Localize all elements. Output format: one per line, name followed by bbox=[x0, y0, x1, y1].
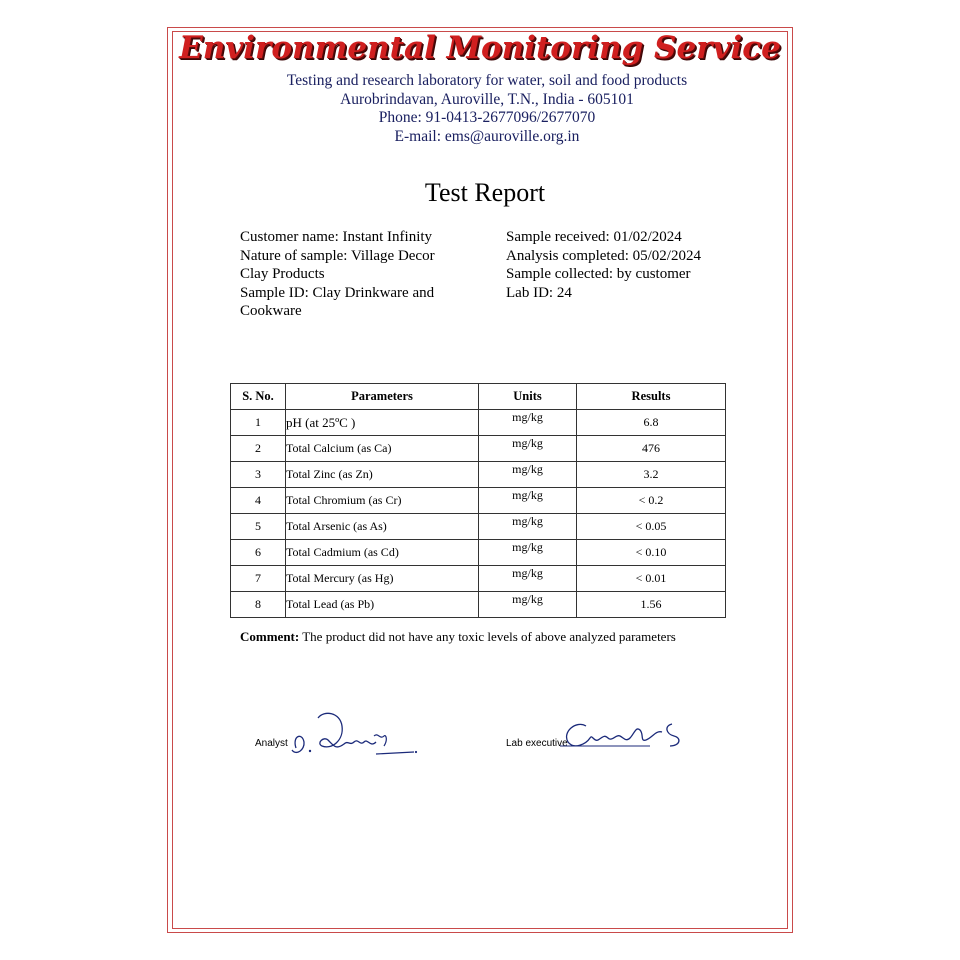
table-row bbox=[231, 410, 726, 436]
cell-sno: 4 bbox=[231, 488, 286, 514]
results-table bbox=[230, 383, 726, 618]
cell-result: < 0.05 bbox=[577, 514, 726, 540]
sample-id-line1: Sample ID: Clay Drinkware and bbox=[240, 284, 435, 301]
lab-tagline: Testing and research laboratory for water, soil and food products bbox=[286, 72, 688, 89]
lab-phone: Phone: 91-0413-2677096/2677070 bbox=[378, 109, 596, 126]
table-row bbox=[231, 540, 726, 566]
cell-sno: 6 bbox=[231, 540, 286, 566]
table-row bbox=[231, 488, 726, 514]
sample-nature-line2: Clay Products bbox=[240, 266, 325, 282]
lab-executive-label: Lab executive bbox=[506, 738, 568, 749]
table-row bbox=[231, 566, 726, 592]
cell-sno: 5 bbox=[231, 514, 286, 540]
cell-parameter: Total Calcium (as Ca) bbox=[286, 436, 479, 462]
table-row bbox=[231, 462, 726, 488]
sample-meta-right bbox=[506, 228, 746, 302]
sample-id-line2: Cookware bbox=[240, 303, 302, 319]
cell-parameter: Total Arsenic (as As) bbox=[286, 514, 479, 540]
lab-id: Lab ID: 24 bbox=[506, 284, 572, 301]
cell-parameter: Total Mercury (as Hg) bbox=[286, 566, 479, 592]
lab-address: Aurobrindavan, Auroville, T.N., India - 605101 bbox=[340, 90, 634, 108]
cell-unit: mg/kg bbox=[479, 566, 577, 592]
cell-unit: mg/kg bbox=[479, 540, 577, 566]
header-sno: S. No. bbox=[231, 384, 286, 410]
sample-nature-line1: Nature of sample: Village Decor bbox=[240, 247, 435, 264]
cell-unit: mg/kg bbox=[479, 488, 577, 514]
cell-result: 3.2 bbox=[577, 462, 726, 488]
header-units: Units bbox=[479, 384, 577, 410]
table-row bbox=[231, 514, 726, 540]
cell-result: 1.56 bbox=[577, 592, 726, 618]
analyst-label: Analyst bbox=[255, 738, 288, 749]
lab-contact-block bbox=[172, 72, 802, 146]
customer-name: Customer name: Instant Infinity bbox=[240, 229, 433, 245]
cell-result: < 0.2 bbox=[577, 488, 726, 514]
lab-brand-title: Environmental Monitoring Service bbox=[179, 30, 781, 66]
cell-sno: 3 bbox=[231, 462, 286, 488]
cell-unit: mg/kg bbox=[479, 514, 577, 540]
cell-result: < 0.01 bbox=[577, 566, 726, 592]
sample-collected: Sample collected: by customer bbox=[506, 266, 691, 282]
cell-result: 476 bbox=[577, 436, 726, 462]
lab-executive-signature-icon bbox=[556, 712, 696, 756]
report-title: Test Report bbox=[424, 178, 546, 207]
sample-meta-left bbox=[240, 228, 470, 321]
comment bbox=[240, 629, 676, 645]
cell-sno: 8 bbox=[231, 592, 286, 618]
cell-parameter: Total Cadmium (as Cd) bbox=[286, 540, 479, 566]
cell-parameter: Total Lead (as Pb) bbox=[286, 592, 479, 618]
cell-unit: mg/kg bbox=[479, 410, 577, 436]
comment-text: The product did not have any toxic levels of above analyzed parameters bbox=[299, 629, 676, 644]
cell-parameter: Total Chromium (as Cr) bbox=[286, 488, 479, 514]
sample-received: Sample received: 01/02/2024 bbox=[506, 229, 682, 245]
cell-sno: 2 bbox=[231, 436, 286, 462]
header-parameters: Parameters bbox=[286, 384, 479, 410]
table-row bbox=[231, 592, 726, 618]
header-results: Results bbox=[577, 384, 726, 410]
cell-parameter: pH (at 25ºC ) bbox=[286, 410, 479, 436]
table-header-row bbox=[231, 384, 726, 410]
cell-unit: mg/kg bbox=[479, 592, 577, 618]
cell-result: < 0.10 bbox=[577, 540, 726, 566]
comment-label: Comment: bbox=[240, 629, 300, 644]
analysis-completed: Analysis completed: 05/02/2024 bbox=[506, 247, 701, 264]
cell-unit: mg/kg bbox=[479, 462, 577, 488]
cell-parameter: Total Zinc (as Zn) bbox=[286, 462, 479, 488]
analyst-signature-icon bbox=[288, 706, 423, 766]
cell-sno: 7 bbox=[231, 566, 286, 592]
lab-email: E-mail: ems@auroville.org.in bbox=[394, 127, 580, 145]
cell-unit: mg/kg bbox=[479, 436, 577, 462]
cell-result: 6.8 bbox=[577, 410, 726, 436]
cell-sno: 1 bbox=[231, 410, 286, 436]
table-row bbox=[231, 436, 726, 462]
